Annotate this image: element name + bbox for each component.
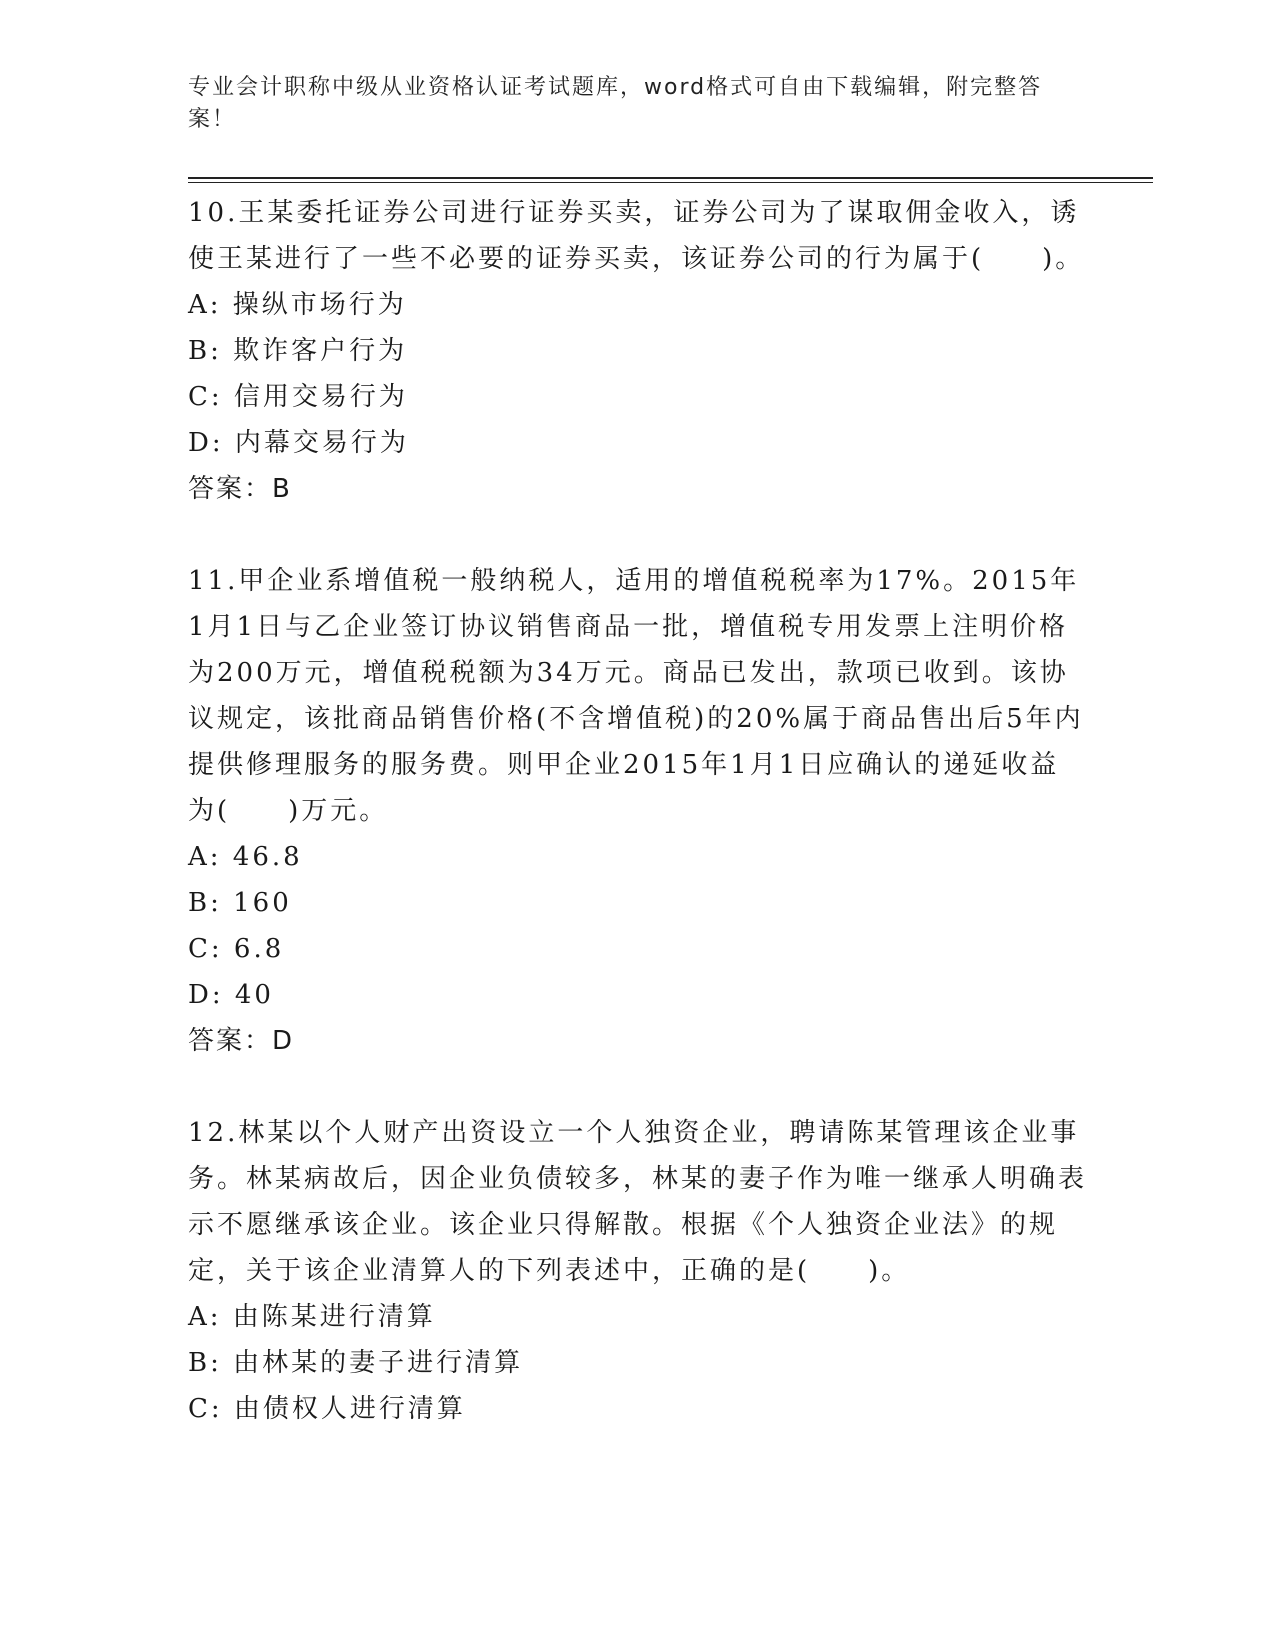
- option-a: A: 由陈某进行清算: [188, 1302, 436, 1332]
- option-c: C: 信用交易行为: [188, 382, 408, 412]
- option-c: C: 6.8: [188, 934, 285, 964]
- answer-label: 答案：B: [188, 474, 292, 504]
- option-c: C: 由债权人进行清算: [188, 1394, 466, 1424]
- question-stem: 11.甲企业系增值税一般纳税人，适用的增值税税率为17%。2015年1月1日与乙企业签订协议销售商品一批，增值税专用发票上注明价格为200万元，增值税税额为34万元。商品已发出，款项已收到。该协议规定，该批商品销售价格(不含增值税)的20%属于商品售出后5年内提供修理服务的服务费。则甲企业2015年1月1日应确认的递延收益为( )万元。: [188, 566, 1084, 826]
- header-divider-thick: [188, 177, 1153, 179]
- option-d: D: 内幕交易行为: [188, 428, 409, 458]
- option-b: B: 由林某的妻子进行清算: [188, 1348, 524, 1378]
- answer-label: 答案：D: [188, 1026, 295, 1056]
- page-header: 专业会计职称中级从业资格认证考试题库，word格式可自由下载编辑，附完整答案！: [188, 75, 1043, 132]
- question-stem: 12.林某以个人财产出资设立一个人独资企业，聘请陈某管理该企业事务。林某病故后，因企业负债较多，林某的妻子作为唯一继承人明确表示不愿继承该企业。该企业只得解散。根据《个人独资企业法》的规定，关于该企业清算人的下列表述中，正确的是( )。: [188, 1118, 1088, 1286]
- question-12: [188, 1110, 1088, 1432]
- option-b: B: 160: [188, 888, 292, 918]
- question-stem: 10.王某委托证券公司进行证券买卖，证券公司为了谋取佣金收入，诱使王某进行了一些不必要的证券买卖，该证券公司的行为属于( )。: [188, 198, 1085, 274]
- header-divider-thin: [188, 182, 1153, 183]
- option-d: D: 40: [188, 980, 274, 1010]
- question-list: [188, 190, 1088, 1432]
- question-11: [188, 558, 1088, 1064]
- option-b: B: 欺诈客户行为: [188, 336, 408, 366]
- question-10: [188, 190, 1088, 512]
- option-a: A: 操纵市场行为: [188, 290, 407, 320]
- option-a: A: 46.8: [188, 842, 303, 872]
